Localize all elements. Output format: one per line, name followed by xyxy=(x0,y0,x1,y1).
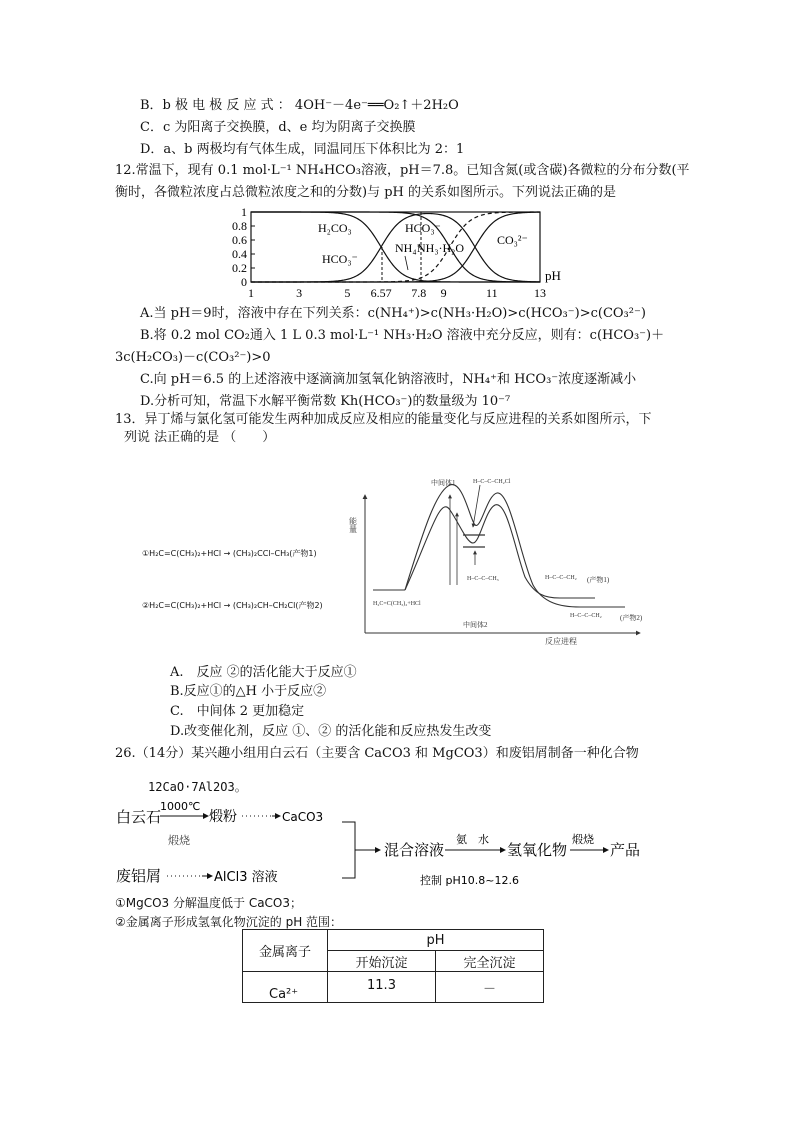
progress-axis-label: 反应进程 xyxy=(545,637,577,646)
product1-label: (产物1) xyxy=(587,576,610,584)
reaction-1: ①H₂C=C(CH₃)₂+HCl → (CH₃)₂CCl–CH₃(产物1) xyxy=(142,549,317,558)
svg-text:H–C–C–CH₂: H–C–C–CH₂ xyxy=(570,613,602,619)
header-end: 完全沉淀 xyxy=(436,951,544,972)
intermediate2-label: 中间体2 xyxy=(463,621,488,629)
flow-control: 控制 pH10.8~12.6 xyxy=(420,874,519,887)
flow-hydroxide: 氢氧化物 xyxy=(507,841,568,859)
flow-ammonia: 氨 水 xyxy=(456,833,489,846)
header-ion: 金属离子 xyxy=(243,930,328,972)
x-tick-label: 13 xyxy=(534,286,546,300)
q13-energy-diagram xyxy=(348,455,655,650)
q13-option-a: A. 反应 ②的活化能大于反应① xyxy=(170,665,357,680)
y-tick-label: 0.4 xyxy=(232,247,247,261)
flow-burn: 煅烧 xyxy=(572,833,594,846)
q12-option-c: C.向 pH＝6.5 的上述溶液中逐滴滴加氢氧化钠溶液时，NH₄⁺和 HCO₃⁻浓度逐渐减小 xyxy=(140,372,637,387)
header-ph: pH xyxy=(328,930,544,951)
x-tick-label: 11 xyxy=(486,286,498,300)
flow-alcl3: AlCl3 溶液 xyxy=(214,870,278,885)
reaction-2: ②H₂C=C(CH₃)₂+HCl → (CH₃)₂CH–CH₂Cl(产物2) xyxy=(142,601,323,610)
intermediate1-label: 中间体1 xyxy=(431,479,456,487)
x-axis-ticks xyxy=(248,286,546,300)
energy-axis-label: 能量 xyxy=(348,517,358,533)
x-tick-label: 1 xyxy=(248,286,254,300)
y-tick-label: 0.6 xyxy=(232,233,247,247)
q11-option-b: B．b 极 电 极 反 应 式 ： 4OH⁻－4e⁻══O₂↑＋2H₂O xyxy=(140,98,459,113)
label-nh4: NH₄⁺ xyxy=(395,241,423,255)
row-start: 11.3 xyxy=(328,972,436,1003)
q13-stem-2: 列说 法正确的是 （ ） xyxy=(124,430,276,445)
flow-temp: 1000℃ xyxy=(160,800,201,813)
path-reaction-1 xyxy=(405,505,595,598)
svg-text:H–C–C–CH₂: H–C–C–CH₂ xyxy=(545,575,577,581)
q12-option-b-line2: 3c(H₂CO₃)－c(CO₃²⁻)>0 xyxy=(115,350,271,365)
q11-option-d: D．a、b 两极均有气体生成，同温同压下体积比为 2：1 xyxy=(140,142,465,157)
q13-option-d: D.改变催化剂，反应 ①、② 的活化能和反应热发生改变 xyxy=(170,724,492,739)
q12-distribution-chart xyxy=(215,200,575,310)
q26-flowchart xyxy=(112,800,672,895)
svg-text:H–C–C–CH₂Cl: H–C–C–CH₂Cl xyxy=(473,479,511,485)
x-tick-label: 5 xyxy=(344,286,351,300)
path-reaction-2 xyxy=(405,485,625,607)
header-start: 开始沉淀 xyxy=(328,951,436,972)
x-tick-label: 6.57 xyxy=(370,286,392,300)
flow-scrap: 废铝屑 xyxy=(116,867,162,885)
y-tick-label: 0.8 xyxy=(232,219,247,233)
flow-caco3: CaCO3 xyxy=(282,810,324,824)
nh4-pointer xyxy=(405,256,408,270)
row-ion: Ca²⁺ xyxy=(243,972,328,1003)
x-tick-label: 3 xyxy=(296,286,303,300)
q26-stem: 26.（14分）某兴趣小组用白云石（主要含 CaCO3 和 MgCO3）和废铝屑制备一种化合物 xyxy=(115,746,639,761)
y-tick-label: 0 xyxy=(241,275,247,289)
row-end: － xyxy=(436,972,544,1003)
x-tick-label: 7.8 xyxy=(411,286,427,300)
q13-option-c: C. 中间体 2 更加稳定 xyxy=(170,704,305,719)
q13-stem-1: 13．异丁烯与氯化氢可能发生两种加成反应及相应的能量变化与反应进程的关系如图所示，下 xyxy=(115,412,652,427)
y-tick-label: 0.2 xyxy=(232,261,247,275)
product2-label: (产物2) xyxy=(620,614,643,622)
q26-formula: 12CaO·7Al2O3。 xyxy=(148,780,247,794)
q26-note-2: ②金属离子形成氢氧化物沉淀的 pH 范围： xyxy=(115,915,343,929)
label-hco3-left: HCO₃⁻ xyxy=(322,252,358,266)
flow-mixed: 混合溶液 xyxy=(384,841,445,859)
flow-calcine: 煅烧 xyxy=(168,834,190,847)
q11-option-c: C．c 为阳离子交换膜，d、e 均为阴离子交换膜 xyxy=(140,120,416,135)
svg-text:H₂C=C(CH₃)₂+HCl: H₂C=C(CH₃)₂+HCl xyxy=(373,601,421,607)
flow-powder: 煅粉 xyxy=(209,809,237,825)
q13-option-b: B.反应①的△H 小于反应② xyxy=(170,684,327,699)
label-co3: CO₃²⁻ xyxy=(497,233,528,247)
x-axis-label: pH xyxy=(545,268,561,283)
y-tick-label: 1 xyxy=(241,205,247,219)
q26-note-1: ①MgCO3 分解温度低于 CaCO3； xyxy=(115,896,303,910)
q12-option-d: D.分析可知，常温下水解平衡常数 Kh(HCO₃⁻)的数量级为 10⁻⁷ xyxy=(140,394,511,409)
label-h2co3: H₂CO₃ xyxy=(318,221,352,235)
q12-option-b-line1: B.将 0.2 mol CO₂通入 1 L 0.3 mol·L⁻¹ NH₃·H₂O 溶液中充分反应，则有：c(HCO₃⁻)＋ xyxy=(140,328,665,343)
flow-product: 产品 xyxy=(610,841,641,859)
q12-stem: 12.常温下，现有 0.1 mol·L⁻¹ NH₄HCO₃溶液，pH＝7.8。已知含氮(或含碳)各微粒的分布分数(平衡时，各微粒浓度占总微粒浓度之和的分数)与 pH 的关系如图所示。下列说法正确的是 xyxy=(115,163,690,200)
label-hco3-mid: HCO₃⁻ xyxy=(405,221,441,235)
x-tick-label: 9 xyxy=(440,286,447,300)
precipitation-ph-table xyxy=(242,929,544,1003)
svg-text:H–C–C–CH₃: H–C–C–CH₃ xyxy=(467,576,499,582)
q12-option-a: A.当 pH＝9时，溶液中存在下列关系：c(NH₄⁺)>c(NH₃·H₂O)>c(HCO₃⁻)>c(CO₃²⁻) xyxy=(140,306,646,321)
label-nh3: NH₃·H₂O xyxy=(417,241,465,255)
flow-dolomite: 白云石 xyxy=(116,808,162,826)
